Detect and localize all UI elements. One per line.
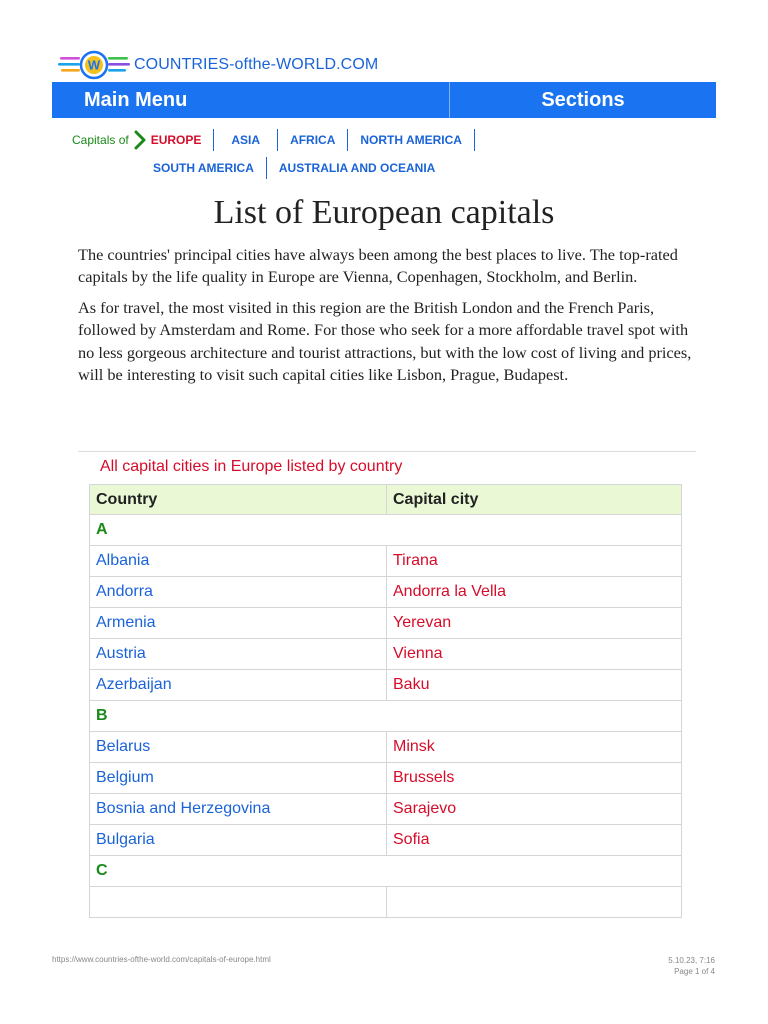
capital-city: Baku <box>387 670 682 701</box>
table-caption: All capital cities in Europe listed by country <box>100 458 403 475</box>
page-title: List of European capitals <box>213 194 555 231</box>
main-menu-button[interactable]: Main Menu <box>52 82 450 118</box>
footer-meta <box>668 955 715 977</box>
nav-link-australia-oceania[interactable]: AUSTRALIA AND OCEANIA <box>278 161 436 175</box>
capital-city: Andorra la Vella <box>387 577 682 608</box>
letter-group-row <box>90 515 682 546</box>
country-link[interactable]: Armenia <box>90 608 387 639</box>
chevron-right-icon <box>133 129 147 151</box>
capital-city <box>387 887 682 918</box>
capitals-nav <box>72 128 712 184</box>
capital-city: Sofia <box>387 825 682 856</box>
country-link[interactable]: Belgium <box>90 763 387 794</box>
country-link[interactable]: Belarus <box>90 732 387 763</box>
capitals-nav-row-2 <box>153 156 447 180</box>
footer-datetime: 5.10.23, 7:16 <box>668 956 715 965</box>
letter-heading: A <box>90 515 682 546</box>
table-row <box>90 763 682 794</box>
column-header-country: Country <box>90 485 387 515</box>
capital-city: Yerevan <box>387 608 682 639</box>
letter-heading: C <box>90 856 682 887</box>
capital-city: Vienna <box>387 639 682 670</box>
table-row <box>90 639 682 670</box>
section-divider <box>78 451 696 452</box>
intro-text <box>78 244 698 394</box>
main-menubar <box>52 82 716 118</box>
country-link[interactable]: Bulgaria <box>90 825 387 856</box>
table-row <box>90 794 682 825</box>
country-link[interactable]: Andorra <box>90 577 387 608</box>
column-header-capital: Capital city <box>387 485 682 515</box>
letter-group-row <box>90 856 682 887</box>
capital-city: Minsk <box>387 732 682 763</box>
globe-logo-icon <box>58 50 130 80</box>
sections-button[interactable]: Sections <box>541 88 625 111</box>
intro-paragraph: As for travel, the most visited in this region are the British London and the French Paris, followed by Amsterdam and Rome. For those who seek for a more affordable travel spot with no less gorgeous architecture and tourist attractions, but with the low cost of living and prices, will be interesting to visit such capital cities like Lisbon, Prague, Budapest. <box>78 297 692 385</box>
table-row <box>90 887 682 918</box>
capitals-nav-row-1 <box>72 128 475 152</box>
table-row <box>90 608 682 639</box>
site-logo[interactable] <box>58 50 378 80</box>
svg-text:W: W <box>87 57 101 73</box>
table-row <box>90 577 682 608</box>
footer-url: https://www.countries-ofthe-world.com/capitals-of-europe.html <box>52 955 271 964</box>
country-link[interactable] <box>90 887 387 918</box>
table-body <box>90 515 682 918</box>
letter-heading: B <box>90 701 682 732</box>
site-name[interactable]: COUNTRIES-ofthe-WORLD.COM <box>134 56 379 73</box>
nav-link-africa[interactable]: AFRICA <box>278 129 348 151</box>
table-row <box>90 732 682 763</box>
country-link[interactable]: Austria <box>90 639 387 670</box>
table-row <box>90 825 682 856</box>
intro-paragraph: The countries' principal cities have always been among the best places to live. The top-rated capitals by the life quality in Europe are Vienna, Copenhagen, Stockholm, and Berlin. <box>78 245 678 287</box>
table-row <box>90 546 682 577</box>
nav-link-south-america[interactable]: SOUTH AMERICA <box>153 157 267 179</box>
capital-city: Tirana <box>387 546 682 577</box>
nav-link-europe[interactable]: EUROPE <box>151 129 215 151</box>
country-link[interactable]: Bosnia and Herzegovina <box>90 794 387 825</box>
nav-link-asia[interactable]: ASIA <box>214 129 278 151</box>
country-link[interactable]: Albania <box>90 546 387 577</box>
table-row <box>90 670 682 701</box>
nav-link-north-america[interactable]: NORTH AMERICA <box>348 129 475 151</box>
capital-city: Sarajevo <box>387 794 682 825</box>
footer-page-number: Page 1 of 4 <box>674 967 715 976</box>
capitals-table <box>89 484 682 918</box>
letter-group-row <box>90 701 682 732</box>
capital-city: Brussels <box>387 763 682 794</box>
country-link[interactable]: Azerbaijan <box>90 670 387 701</box>
table-header-row <box>90 485 682 515</box>
capitals-of-label: Capitals of <box>72 133 129 147</box>
